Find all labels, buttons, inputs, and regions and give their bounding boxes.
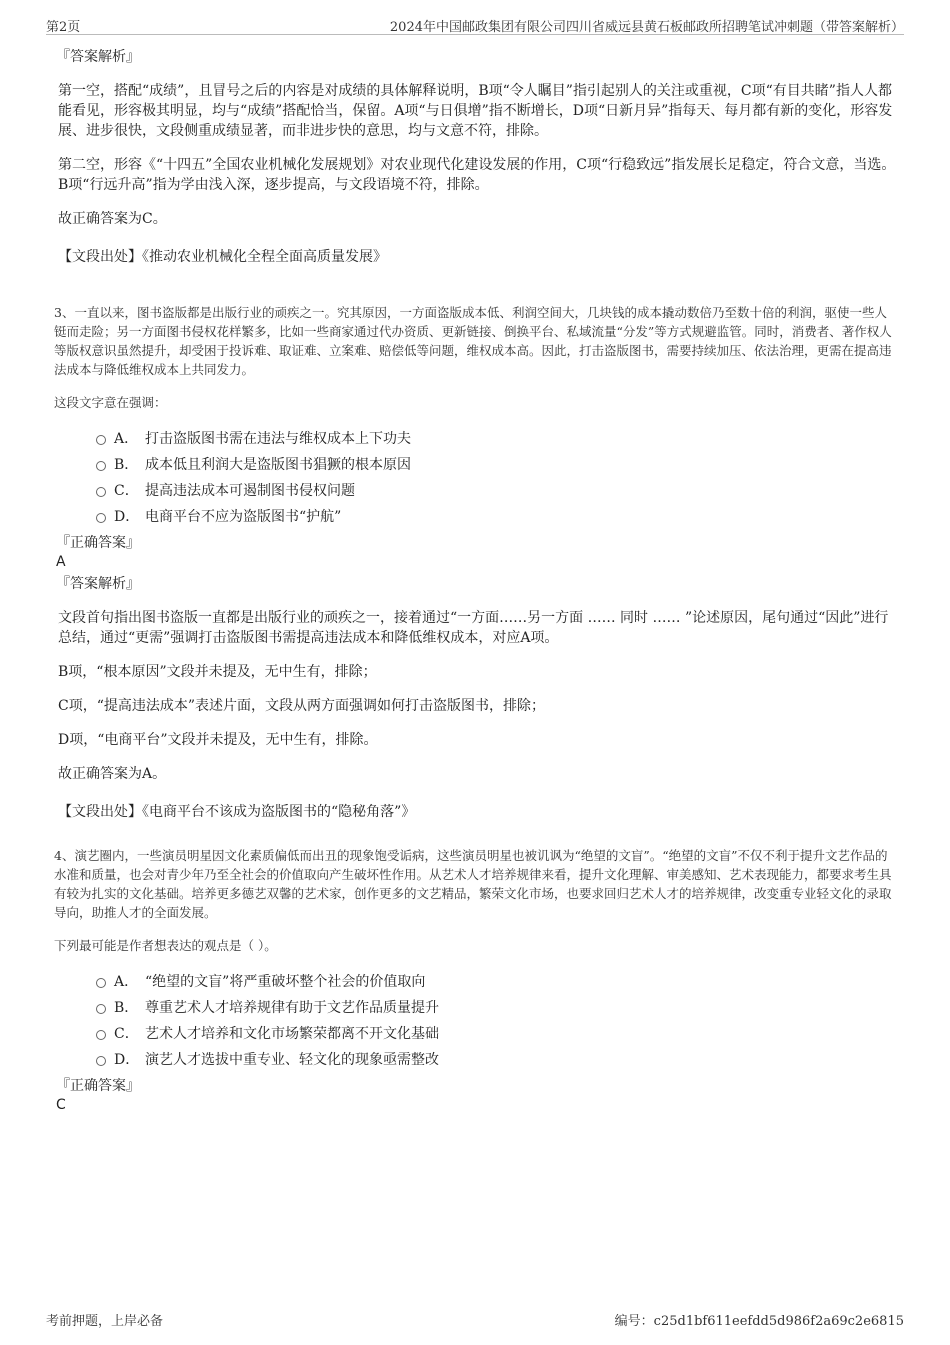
option-letter: D． (114, 1052, 140, 1068)
footer-code: 编号：c25d1bf611eefdd5d986f2a69c2e6815 (614, 1314, 904, 1329)
option-text: 成本低且利润大是盗版图书猖獗的根本原因 (145, 457, 411, 473)
q3-conclusion: 故正确答案为A。 (58, 766, 167, 782)
radio-icon[interactable] (96, 435, 106, 445)
q3-option-a[interactable] (96, 426, 896, 452)
document-title: 2024年中国邮政集团有限公司四川省威远县黄石板邮政所招聘笔试冲刺题（带答案解析） (389, 20, 904, 35)
q2-source: 【文段出处】《推动农业机械化全程全面高质量发展》 (58, 249, 387, 265)
option-text: 打击盗版图书需在违法与维权成本上下功夫 (145, 431, 411, 447)
radio-icon[interactable] (96, 1056, 106, 1066)
option-letter: C． (114, 483, 139, 499)
q3-analysis-para-3: C项，“提高违法成本”表述片面，文段从两方面强调如何打击盗版图书，排除； (58, 698, 546, 714)
q2-conclusion: 故正确答案为C。 (58, 211, 167, 227)
q3-analysis-label: 『答案解析』 (56, 576, 140, 592)
page-content (56, 44, 896, 1114)
page-footer (46, 1310, 904, 1328)
option-text: 艺术人才培养和文化市场繁荣都离不开文化基础 (145, 1026, 439, 1042)
q3-stem: 3、一直以来，图书盗版都是出版行业的顽疾之一。究其原因，一方面盗版成本低、利润空间大，几块钱的成本撬动数倍乃至数十倍的利润，驱使一些人铤而走险；另一方面图书侵权花样繁多，比如一些商家通过代办资质、更新链接、倒换平台、私域流量“分发”等方式规避监管。同时，消费者、著作权人等版权意识虽然提升，却受困于投诉难、取证难、立案难、赔偿低等问题，维权成本高。因此，打击盗版图书，需要持续加压、依法治理，更需在提高违法成本与降低维权成本上共同发力。 (54, 305, 892, 377)
q4-answer-label: 『正确答案』 (56, 1078, 140, 1094)
option-text: 演艺人才选拔中重专业、轻文化的现象亟需整改 (145, 1052, 439, 1068)
page-header (46, 14, 904, 35)
option-letter: C． (114, 1026, 139, 1042)
option-text: “绝望的文盲”将严重破坏整个社会的价值取向 (145, 974, 426, 990)
option-letter: B． (114, 457, 139, 473)
q3-analysis-para-2: B项，“根本原因”文段并未提及，无中生有，排除； (58, 664, 377, 680)
q4-option-b[interactable] (96, 995, 896, 1021)
q3-analysis-para-4: D项，“电商平台”文段并未提及，无中生有，排除。 (58, 732, 378, 748)
option-text: 电商平台不应为盗版图书“护航” (145, 509, 342, 525)
q3-answer: A (56, 554, 66, 570)
radio-icon[interactable] (96, 1030, 106, 1040)
radio-icon[interactable] (96, 513, 106, 523)
q3-prompt: 这段文字意在强调： (54, 395, 167, 410)
q4-option-c[interactable] (96, 1021, 896, 1047)
option-letter: A． (114, 431, 139, 447)
q4-option-d[interactable] (96, 1047, 896, 1073)
q4-answer: C (56, 1097, 66, 1113)
q4-options (96, 969, 896, 1073)
q2-analysis-label: 『答案解析』 (56, 49, 140, 65)
q2-analysis-para-2: 第二空，形容《“十四五”全国农业机械化发展规划》对农业现代化建设发展的作用，C项“行稳致远”指发展长足稳定，符合文意，当选。B项“行远升高”指为学由浅入深，逐步提高，与文段语境不符，排除。 (58, 157, 896, 193)
option-letter: B． (114, 1000, 139, 1016)
option-text: 提高违法成本可遏制图书侵权问题 (145, 483, 355, 499)
q3-option-b[interactable] (96, 452, 896, 478)
q3-source: 【文段出处】《电商平台不该成为盗版图书的“隐秘角落”》 (58, 804, 416, 820)
q3-option-c[interactable] (96, 478, 896, 504)
q4-option-a[interactable] (96, 969, 896, 995)
footer-slogan: 考前押题，上岸必备 (46, 1314, 164, 1329)
page-number: 第2页 (46, 20, 81, 35)
q3-options (96, 426, 896, 530)
q3-option-d[interactable] (96, 504, 896, 530)
q3-analysis-para-1: 文段首句指出图书盗版一直都是出版行业的顽疾之一，接着通过“一方面……另一方面 …… 同时 …… ”论述原因，尾句通过“因此”进行总结，通过“更需”强调打击盗版图书需提高违法成本和降低维权成本，对应A项。 (58, 610, 889, 646)
option-text: 尊重艺术人才培养规律有助于文艺作品质量提升 (145, 1000, 439, 1016)
radio-icon[interactable] (96, 1004, 106, 1014)
option-letter: D． (114, 509, 140, 525)
q2-analysis-para-1: 第一空，搭配“成绩”，且冒号之后的内容是对成绩的具体解释说明，B项“令人瞩目”指引起别人的关注或重视，C项“有目共睹”指人人都能看见，形容极其明显，均与“成绩”搭配恰当，保留。A项“与日俱增”指不断增长，D项“日新月异”指每天、每月都有新的变化，形容发展、进步很快，文段侧重成绩显著，而非进步快的意思，均与文意不符，排除。 (58, 83, 893, 139)
q4-stem: 4、演艺圈内，一些演员明星因文化素质偏低而出丑的现象饱受诟病，这些演员明星也被讥讽为“绝望的文盲”。“绝望的文盲”不仅不利于提升文艺作品的水准和质量，也会对青少年乃至全社会的价值取向产生破坏性作用。从艺术人才培养规律来看，提升文化理解、审美感知、艺术表现能力，都要求考生具有较为扎实的文化基础。培养更多德艺双馨的艺术家，创作更多的文艺精品，繁荣文化市场，也要求回归艺术人才的培养规律，改变重专业轻文化的录取导向，助推人才的全面发展。 (54, 848, 892, 920)
radio-icon[interactable] (96, 461, 106, 471)
option-letter: A． (114, 974, 139, 990)
radio-icon[interactable] (96, 487, 106, 497)
q3-answer-label: 『正确答案』 (56, 535, 140, 551)
q4-prompt: 下列最可能是作者想表达的观点是（ ）。 (54, 938, 277, 953)
radio-icon[interactable] (96, 978, 106, 988)
